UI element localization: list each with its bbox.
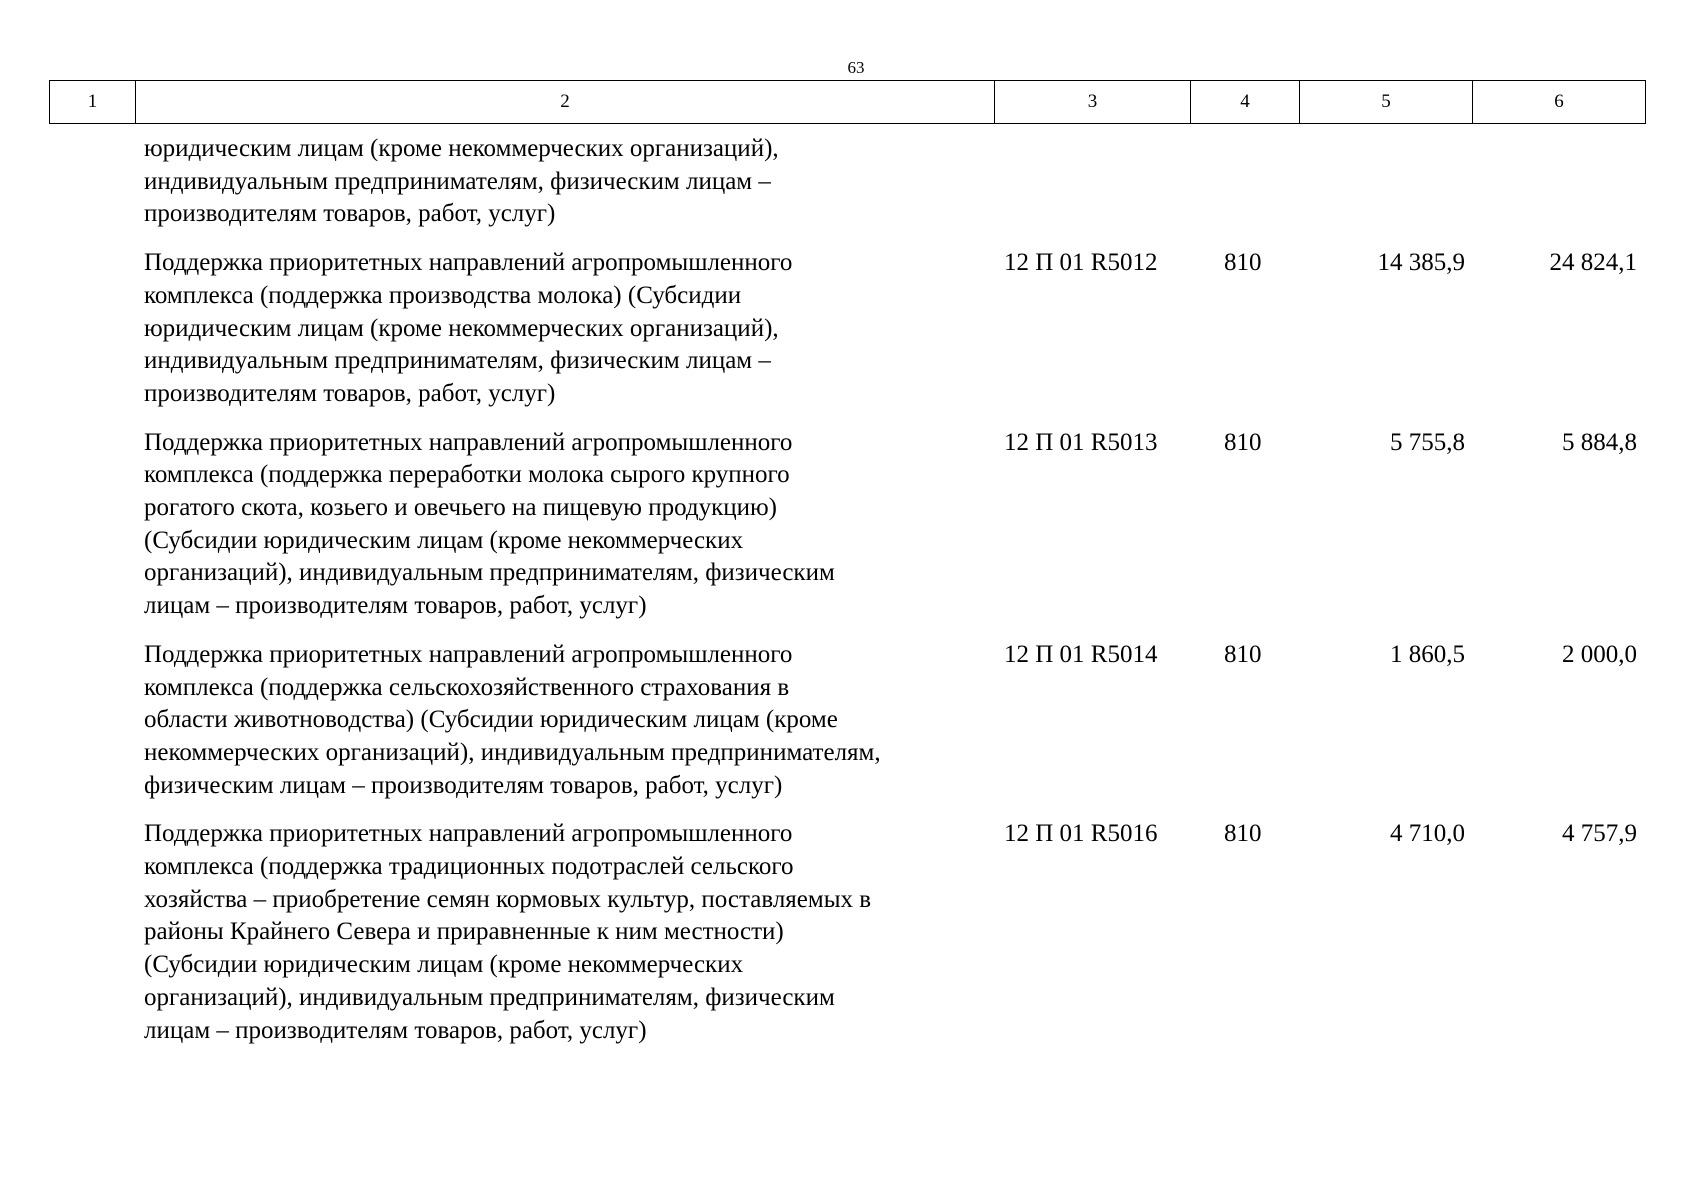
table-row [0, 427, 1697, 623]
table-row [0, 133, 1697, 231]
column-header-6: 6 [1473, 81, 1646, 124]
row-value-6: 24 824,1 [1549, 249, 1637, 277]
column-header-row [50, 81, 1646, 124]
row-type: 810 [1224, 249, 1262, 277]
row-value-6: 5 884,8 [1562, 428, 1637, 456]
column-header-2: 2 [136, 81, 995, 124]
row-description: Поддержка приоритетных направлений агропромышленного комплекса (поддержка производства молока) (Субсидии юридическим лицам (кроме некоммерческих организаций), индивидуальным предпринимателям, физическим лицам – производителям товаров, работ, услуг) [144, 249, 793, 407]
page-number: 63 [847, 58, 865, 77]
column-header-table [49, 80, 1646, 124]
row-value-5: 5 755,8 [1390, 428, 1465, 456]
table-row [0, 639, 1697, 803]
row-code: 12 П 01 R5014 [1004, 640, 1158, 668]
row-value-6: 4 757,9 [1562, 820, 1637, 848]
column-header-3: 3 [995, 81, 1191, 124]
column-header-4: 4 [1191, 81, 1300, 124]
column-header-1: 1 [50, 81, 136, 124]
budget-table-body [0, 133, 1697, 1047]
row-type: 810 [1224, 640, 1262, 668]
table-row [0, 247, 1697, 411]
row-type: 810 [1224, 820, 1262, 848]
row-code: 12 П 01 R5013 [1004, 428, 1158, 456]
row-value-6: 2 000,0 [1562, 640, 1637, 668]
row-code: 12 П 01 R5016 [1004, 820, 1158, 848]
row-value-5: 1 860,5 [1390, 640, 1465, 668]
row-code: 12 П 01 R5012 [1004, 249, 1158, 277]
row-description: Поддержка приоритетных направлений агропромышленного комплекса (поддержка сельскохозяйственного страхования в области животноводства) (Субсидии юридическим лицам (кроме некоммерческих организаций), индивидуальным предпринимателям, физическим лицам – производителям товаров, работ, услуг) [144, 640, 881, 799]
table-row [0, 818, 1697, 1047]
row-value-5: 4 710,0 [1390, 820, 1465, 848]
row-description: юридическим лицам (кроме некоммерческих организаций), индивидуальным предпринимателям, физическим лицам – производителям товаров, работ, услуг) [144, 135, 779, 228]
row-value-5: 14 385,9 [1377, 249, 1465, 277]
column-header-5: 5 [1300, 81, 1473, 124]
row-type: 810 [1224, 428, 1262, 456]
row-description: Поддержка приоритетных направлений агропромышленного комплекса (поддержка традиционных подотраслей сельского хозяйства – приобретение семян кормовых культур, поставляемых в районы Крайнего Севера и приравненные к ним местности) (Субсидии юридическим лицам (кроме некоммерческих организаций), индивидуальным предпринимателям, физическим лицам – производителям товаров, работ, услуг) [144, 820, 872, 1044]
row-description: Поддержка приоритетных направлений агропромышленного комплекса (поддержка переработки молока сырого крупного рогатого скота, козьего и овечьего на пищевую продукцию) (Субсидии юридическим лицам (кроме некоммерческих организаций), индивидуальным предпринимателям, физическим лицам – производителям товаров, работ, услуг) [144, 428, 835, 620]
